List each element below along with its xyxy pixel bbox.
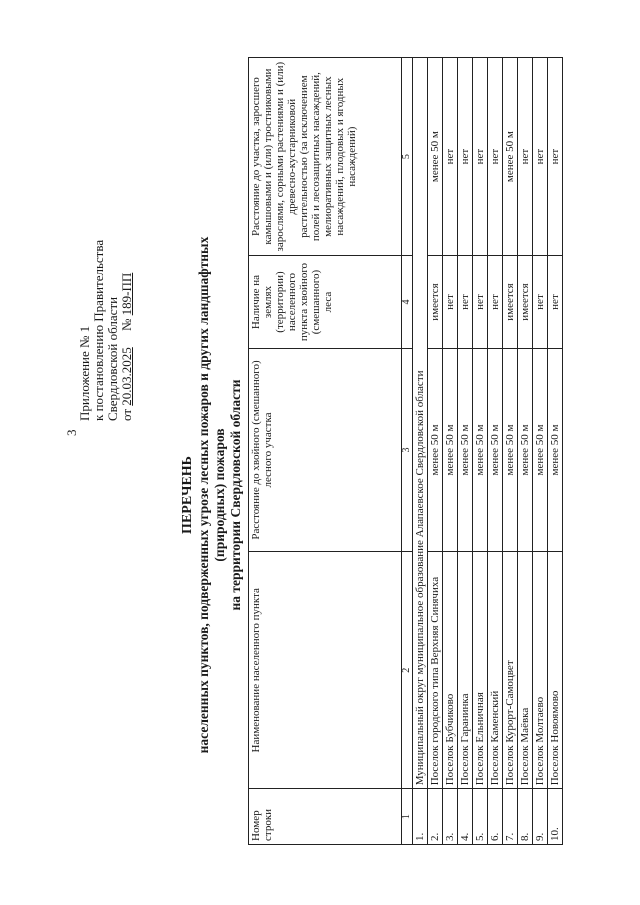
table-row: [458, 58, 473, 845]
row-number: 7.: [503, 789, 518, 845]
row-number: 8.: [518, 789, 533, 845]
forest-distance: менее 50 м: [503, 348, 518, 551]
column-number: 2: [402, 552, 413, 789]
row-number: 6.: [488, 789, 503, 845]
table-row: [488, 58, 503, 845]
forest-presence: нет: [443, 256, 458, 349]
heading-subtitle: населенных пунктов, подверженных угрозе лесных пожаров и других ландшафтных (природных) пожаров: [196, 236, 227, 754]
settlement-name: Поселок Курорт-Самоцвет: [503, 552, 518, 789]
row-number: 3.: [443, 789, 458, 845]
row-number: 4.: [458, 789, 473, 845]
appendix-date-line: [120, 240, 134, 421]
page-number: 3: [64, 429, 79, 436]
forest-presence: нет: [458, 256, 473, 349]
column-number: 5: [402, 58, 413, 256]
shrub-distance: нет: [488, 58, 503, 256]
resolution-number: 189-ПП: [119, 272, 134, 316]
table-row: [518, 58, 533, 845]
table-header-row: [249, 58, 402, 845]
forest-distance: менее 50 м: [473, 348, 488, 551]
appendix-title: Приложение № 1: [77, 325, 92, 421]
header-settlement-name: Наименование населенного пункта: [249, 552, 402, 789]
shrub-distance: нет: [473, 58, 488, 256]
forest-distance: менее 50 м: [443, 348, 458, 551]
settlements-table: [248, 57, 563, 845]
appendix-block: [78, 240, 134, 421]
forest-distance: менее 50 м: [488, 348, 503, 551]
row-number: 9.: [533, 789, 548, 845]
forest-distance: менее 50 м: [428, 348, 443, 551]
forest-distance: менее 50 м: [518, 348, 533, 551]
settlement-name: Поселок Гаранинка: [458, 552, 473, 789]
header-forest-distance: Расстояние до хвойного (смешанного) лесного участка: [249, 348, 402, 551]
column-numbers-row: [402, 58, 413, 845]
shrub-distance: нет: [458, 58, 473, 256]
shrub-distance: нет: [533, 58, 548, 256]
number-prefix: №: [119, 318, 134, 331]
column-number: 1: [402, 789, 413, 845]
municipality-row: [413, 58, 428, 845]
settlement-name: Поселок Ельничная: [473, 552, 488, 789]
appendix-region-line: Свердловской области: [105, 296, 120, 421]
row-number: 10.: [548, 789, 563, 845]
forest-distance: менее 50 м: [458, 348, 473, 551]
column-number: 3: [402, 348, 413, 551]
row-number: 5.: [473, 789, 488, 845]
settlement-name: Поселок Бубчиково: [443, 552, 458, 789]
heading-region: на территории Свердловской области: [228, 379, 243, 611]
forest-distance: менее 50 м: [548, 348, 563, 551]
municipality-name: Муниципальный округ муниципальное образование Алапаевское Свердловской области: [413, 58, 428, 789]
appendix-resolution-line: к постановлению Правительства: [91, 239, 106, 421]
forest-distance: менее 50 м: [533, 348, 548, 551]
document-heading: [180, 215, 244, 775]
settlement-name: Поселок городского типа Верхняя Синячиха: [428, 552, 443, 789]
table-row: [533, 58, 548, 845]
settlement-name: Поселок Маёвка: [518, 552, 533, 789]
table-row: [548, 58, 563, 845]
row-number: 2.: [428, 789, 443, 845]
shrub-distance: менее 50 м: [428, 58, 443, 256]
settlement-name: Поселок Молтаево: [533, 552, 548, 789]
shrub-distance: менее 50 м: [503, 58, 518, 256]
heading-title: ПЕРЕЧЕНЬ: [180, 456, 195, 534]
table-row: [428, 58, 443, 845]
settlement-name: Поселок Новоямово: [548, 552, 563, 789]
header-row-number: Номер строки: [249, 789, 402, 845]
shrub-distance: нет: [443, 58, 458, 256]
column-number: 4: [402, 256, 413, 349]
resolution-date: 20.03.2025: [119, 347, 134, 406]
settlement-rows: [428, 58, 563, 845]
table-row: [443, 58, 458, 845]
forest-presence: нет: [533, 256, 548, 349]
forest-presence: нет: [488, 256, 503, 349]
settlement-name: Поселок Каменский: [488, 552, 503, 789]
forest-presence: имеется: [428, 256, 443, 349]
forest-presence: имеется: [503, 256, 518, 349]
shrub-distance: нет: [518, 58, 533, 256]
shrub-distance: нет: [548, 58, 563, 256]
forest-presence: нет: [473, 256, 488, 349]
header-forest-presence: Наличие на землях (территории) населенного пункта хвойного (смешанного) леса: [249, 256, 402, 349]
row-number: 1.: [413, 789, 428, 845]
date-prefix: от: [119, 408, 134, 421]
header-shrub-distance: Расстояние до участка, заросшего камышовыми и (или) тростниковыми зарослями, сорными растениями и (или) древесно-кустарниковой растительностью (за исключением полей и лесозащитных насаждений, мелиоративных защитных лесных насаждений, плодовых и ягодных насаждений): [249, 58, 402, 256]
table-row: [503, 58, 518, 845]
forest-presence: нет: [548, 256, 563, 349]
table-row: [473, 58, 488, 845]
forest-presence: имеется: [518, 256, 533, 349]
